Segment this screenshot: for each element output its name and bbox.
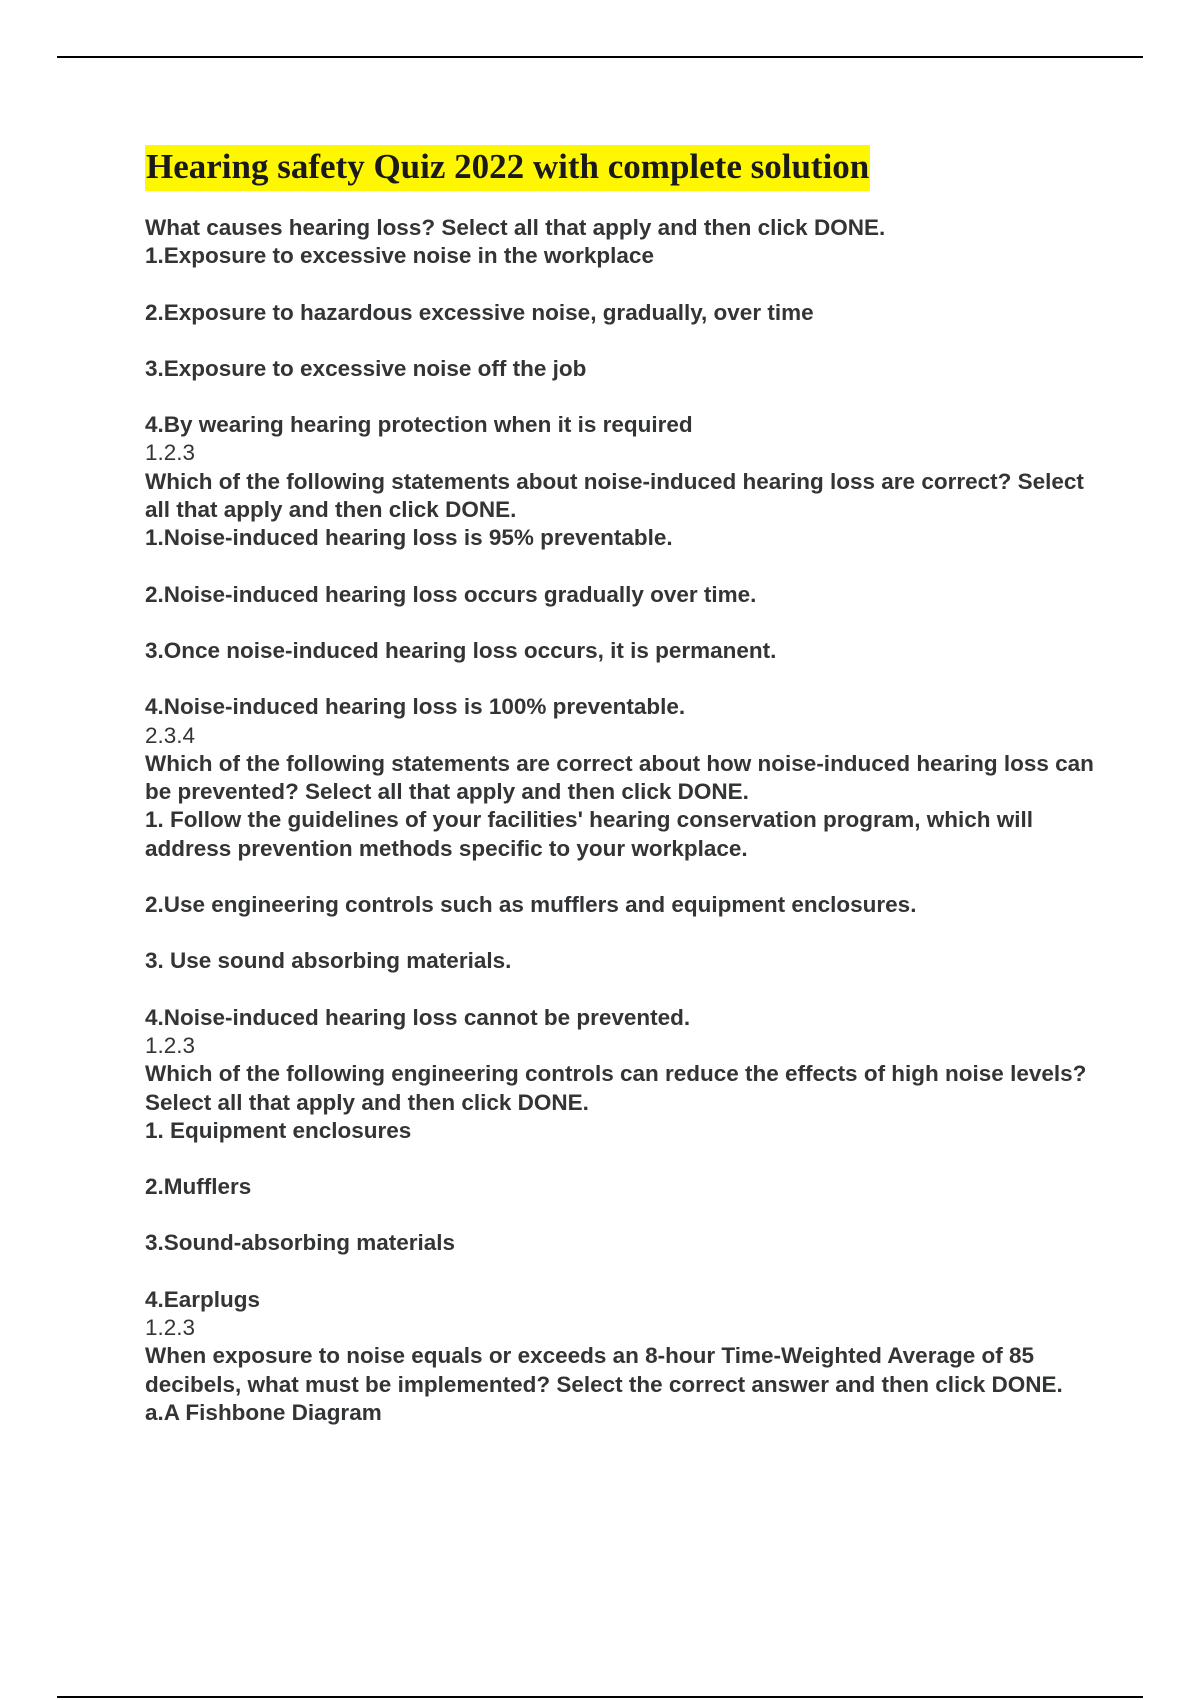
question-block-4 — [145, 1060, 1105, 1342]
answer-key: 2.3.4 — [145, 722, 196, 748]
answer-key: 1.2.3 — [145, 440, 196, 466]
answer-key: 1.2.3 — [145, 1315, 196, 1341]
document-title: Hearing safety Quiz 2022 with complete solution — [145, 145, 870, 191]
answer-option: 4.Noise-induced hearing loss is 100% preventable. — [145, 694, 686, 720]
answer-option: 1. Follow the guidelines of your facilities' hearing conservation program, which will address prevention methods specific to your workplace. — [145, 807, 1034, 861]
question-text: When exposure to noise equals or exceeds an 8-hour Time-Weighted Average of 85 decibels, what must be implemented? Select the correct answer and then click DONE. — [145, 1343, 1063, 1397]
answer-option: 2.Noise-induced hearing loss occurs gradually over time. — [145, 581, 757, 607]
answer-option: 1. Equipment enclosures — [145, 1117, 412, 1143]
question-block-1 — [145, 214, 1105, 468]
answer-option: 3.Once noise-induced hearing loss occurs, it is permanent. — [145, 637, 777, 663]
quiz-content — [145, 214, 1105, 1427]
question-text: Which of the following statements about noise-induced hearing loss are correct? Select all that apply and then click DONE. — [145, 468, 1084, 523]
answer-option: 3.Sound-absorbing materials — [145, 1230, 456, 1256]
answer-option: 2.Use engineering controls such as mufflers and equipment enclosures. — [145, 892, 917, 918]
answer-option: a.A Fishbone Diagram — [145, 1399, 382, 1425]
answer-option: 2.Exposure to hazardous excessive noise, gradually, over time — [145, 299, 814, 325]
answer-option: 3. Use sound absorbing materials. — [145, 948, 512, 974]
answer-option: 4.Noise-induced hearing loss cannot be prevented. — [145, 1004, 691, 1030]
question-block-2 — [145, 468, 1105, 750]
answer-option: 1.Exposure to excessive noise in the workplace — [145, 243, 654, 269]
answer-key: 1.2.3 — [145, 1032, 196, 1058]
answer-option: 3.Exposure to excessive noise off the job — [145, 355, 587, 381]
question-text: What causes hearing loss? Select all that apply and then click DONE. — [145, 215, 886, 240]
answer-option: 4.Earplugs — [145, 1286, 261, 1312]
footer-rule — [57, 1696, 1143, 1698]
answer-option: 1.Noise-induced hearing loss is 95% preventable. — [145, 525, 673, 551]
answer-option: 4.By wearing hearing protection when it is required — [145, 412, 693, 438]
answer-option: 2.Mufflers — [145, 1174, 252, 1200]
question-text: Which of the following engineering controls can reduce the effects of high noise levels? Select all that apply and then click DONE. — [145, 1061, 1087, 1115]
header-rule — [57, 56, 1143, 58]
question-block-5 — [145, 1342, 1105, 1427]
question-block-3 — [145, 750, 1105, 1060]
question-text: Which of the following statements are correct about how noise-induced hearing loss can be prevented? Select all that apply and then click DONE. — [145, 750, 1094, 805]
